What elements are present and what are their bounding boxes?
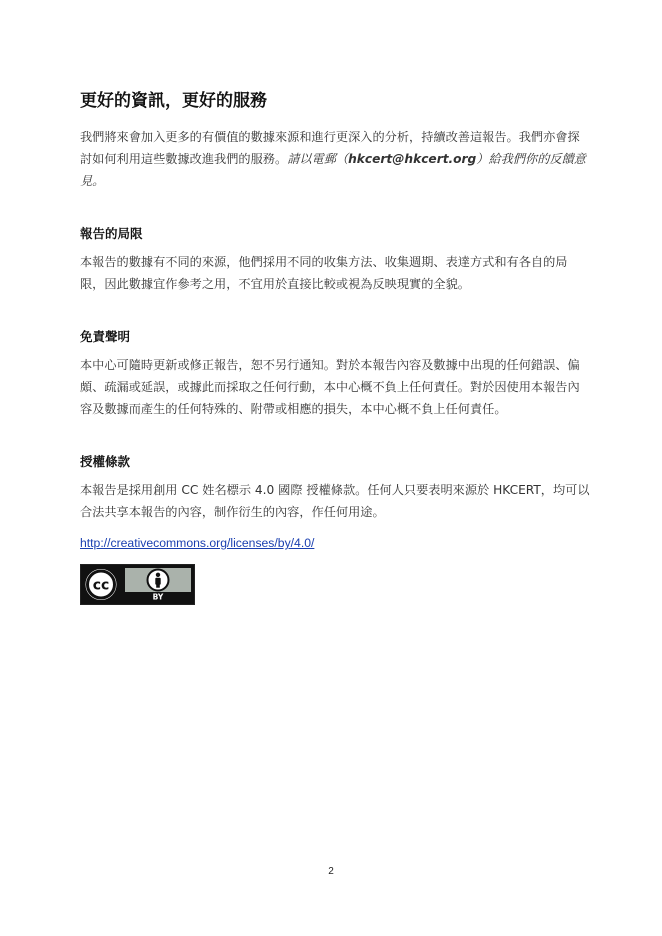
intro-feedback-suffix: ）給我們你的反饋意見。: [80, 152, 586, 188]
section-title-limitations: 報告的局限: [80, 226, 143, 241]
intro-feedback-prefix: 請以電郵（: [287, 152, 349, 166]
cc-by-badge-icon: [80, 564, 195, 605]
cc-logo-text: cc: [92, 577, 110, 594]
section-limitations: [80, 223, 590, 295]
section-license: [80, 451, 590, 553]
license-link[interactable]: http://creativecommons.org/licenses/by/4.0/: [80, 536, 315, 550]
page-title: 更好的資訊，更好的服務: [80, 91, 267, 111]
section-body-disclaimer: 本中心可隨時更新或修正報告，恕不另行通知。對於本報告內容及數據中出現的任何錯誤、偏頗、疏漏或延誤，或據此而採取之任何行動，本中心概不負上任何責任。對於因使用本報告內容及數據而產生的任何特殊的、附帶或相應的損失，本中心概不負上任何責任。: [80, 358, 580, 416]
by-attribution-text: BY: [152, 592, 164, 602]
feedback-email: hkcert@hkcert.org: [348, 152, 477, 166]
page-number: 2: [328, 866, 334, 877]
section-disclaimer: [80, 326, 590, 420]
section-title-license: 授權條款: [80, 454, 131, 469]
section-body-limitations: 本報告的數據有不同的來源，他們採用不同的收集方法、收集週期、表達方式和有各自的局限，因此數據宜作參考之用，不宜用於直接比較或視為反映現實的全貌。: [80, 255, 568, 291]
page-content: [80, 88, 590, 605]
section-title-disclaimer: 免責聲明: [80, 329, 131, 344]
cc-by-badge-graphic: [81, 565, 194, 604]
section-body-license: 本報告是採用創用 CC 姓名標示 4.0 國際 授權條款。任何人只要表明來源於 HKCERT，均可以合法共享本報告的內容，制作衍生的內容，作任何用途。: [80, 483, 590, 519]
intro-paragraph: [80, 126, 590, 192]
intro-text: 我們將來會加入更多的有價值的數據來源和進行更深入的分析，持續改善這報告。我們亦會探討如何利用這些數據改進我們的服務。: [80, 130, 580, 166]
